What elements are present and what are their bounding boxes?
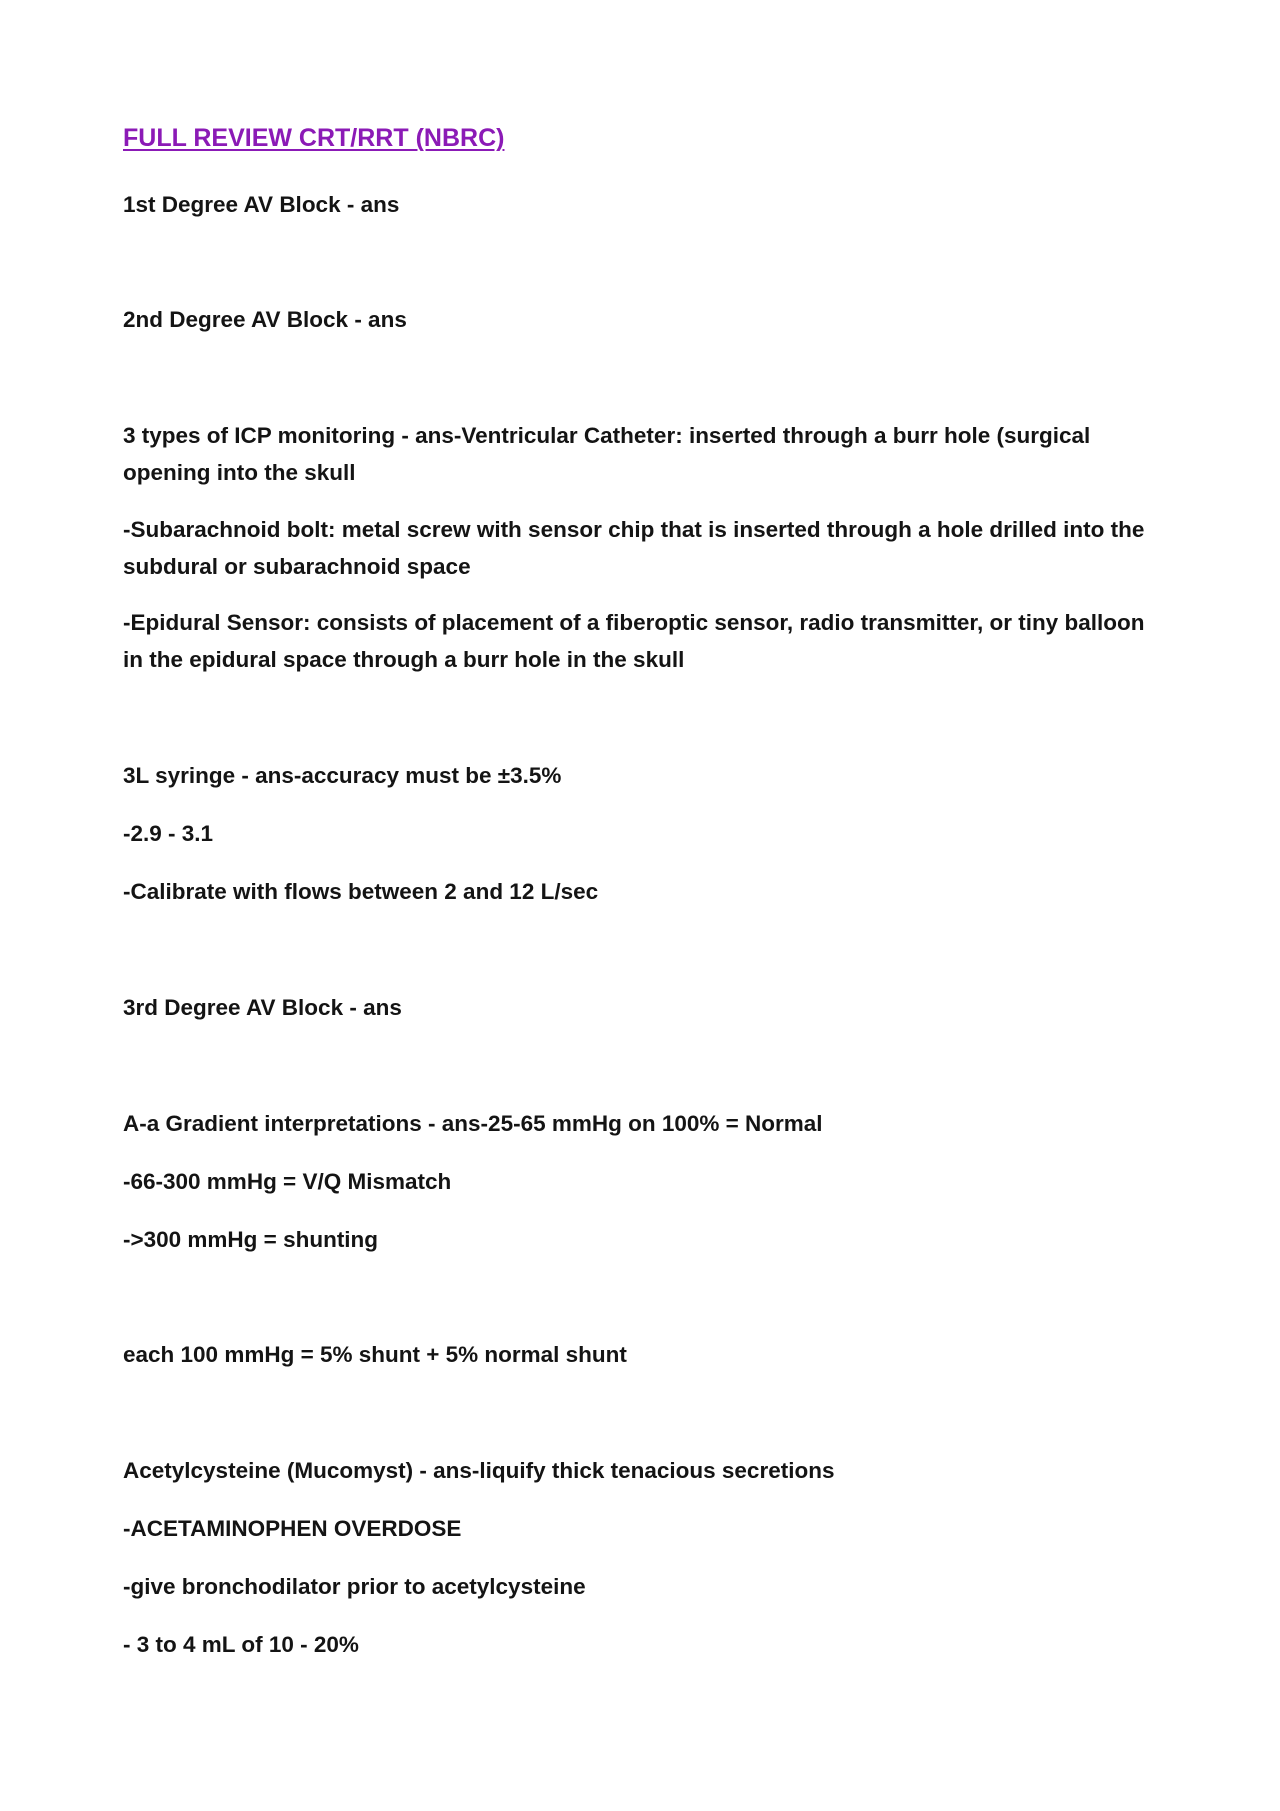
line-dose: - 3 to 4 mL of 10 - 20% <box>123 1632 359 1657</box>
line-acetylcysteine: Acetylcysteine (Mucomyst) - ans-liquify thick tenacious secretions <box>123 1458 835 1483</box>
line-subarachnoid-bolt: -Subarachnoid bolt: metal screw with sensor chip that is inserted through a hole drilled into the subdural or subarachnoid space <box>123 517 1145 579</box>
line-1st-degree-av-block: 1st Degree AV Block - ans <box>123 192 400 217</box>
line-each-100-mmhg: each 100 mmHg = 5% shunt + 5% normal shunt <box>123 1342 627 1367</box>
line-3l-syringe: 3L syringe - ans-accuracy must be ±3.5% <box>123 763 562 788</box>
line-give-bronchodilator: -give bronchodilator prior to acetylcysteine <box>123 1574 586 1599</box>
line-3rd-degree-av-block: 3rd Degree AV Block - ans <box>123 995 402 1020</box>
line-icp-monitoring: 3 types of ICP monitoring - ans-Ventricular Catheter: inserted through a burr hole (surgical opening into the skull <box>123 423 1091 485</box>
line-acetaminophen-overdose: -ACETAMINOPHEN OVERDOSE <box>123 1516 462 1541</box>
line-2nd-degree-av-block: 2nd Degree AV Block - ans <box>123 307 407 332</box>
line-vq-mismatch: -66-300 mmHg = V/Q Mismatch <box>123 1169 452 1194</box>
line-shunting: ->300 mmHg = shunting <box>123 1227 379 1252</box>
line-syringe-range: -2.9 - 3.1 <box>123 821 214 846</box>
line-epidural-sensor: -Epidural Sensor: consists of placement of a fiberoptic sensor, radio transmitter, or tiny balloon in the epidural space through a burr hole in the skull <box>123 610 1145 672</box>
line-calibrate-flows: -Calibrate with flows between 2 and 12 L/sec <box>123 879 599 904</box>
line-a-a-gradient: A-a Gradient interpretations - ans-25-65 mmHg on 100% = Normal <box>123 1111 823 1136</box>
document-title: FULL REVIEW CRT/RRT (NBRC) <box>123 124 505 152</box>
